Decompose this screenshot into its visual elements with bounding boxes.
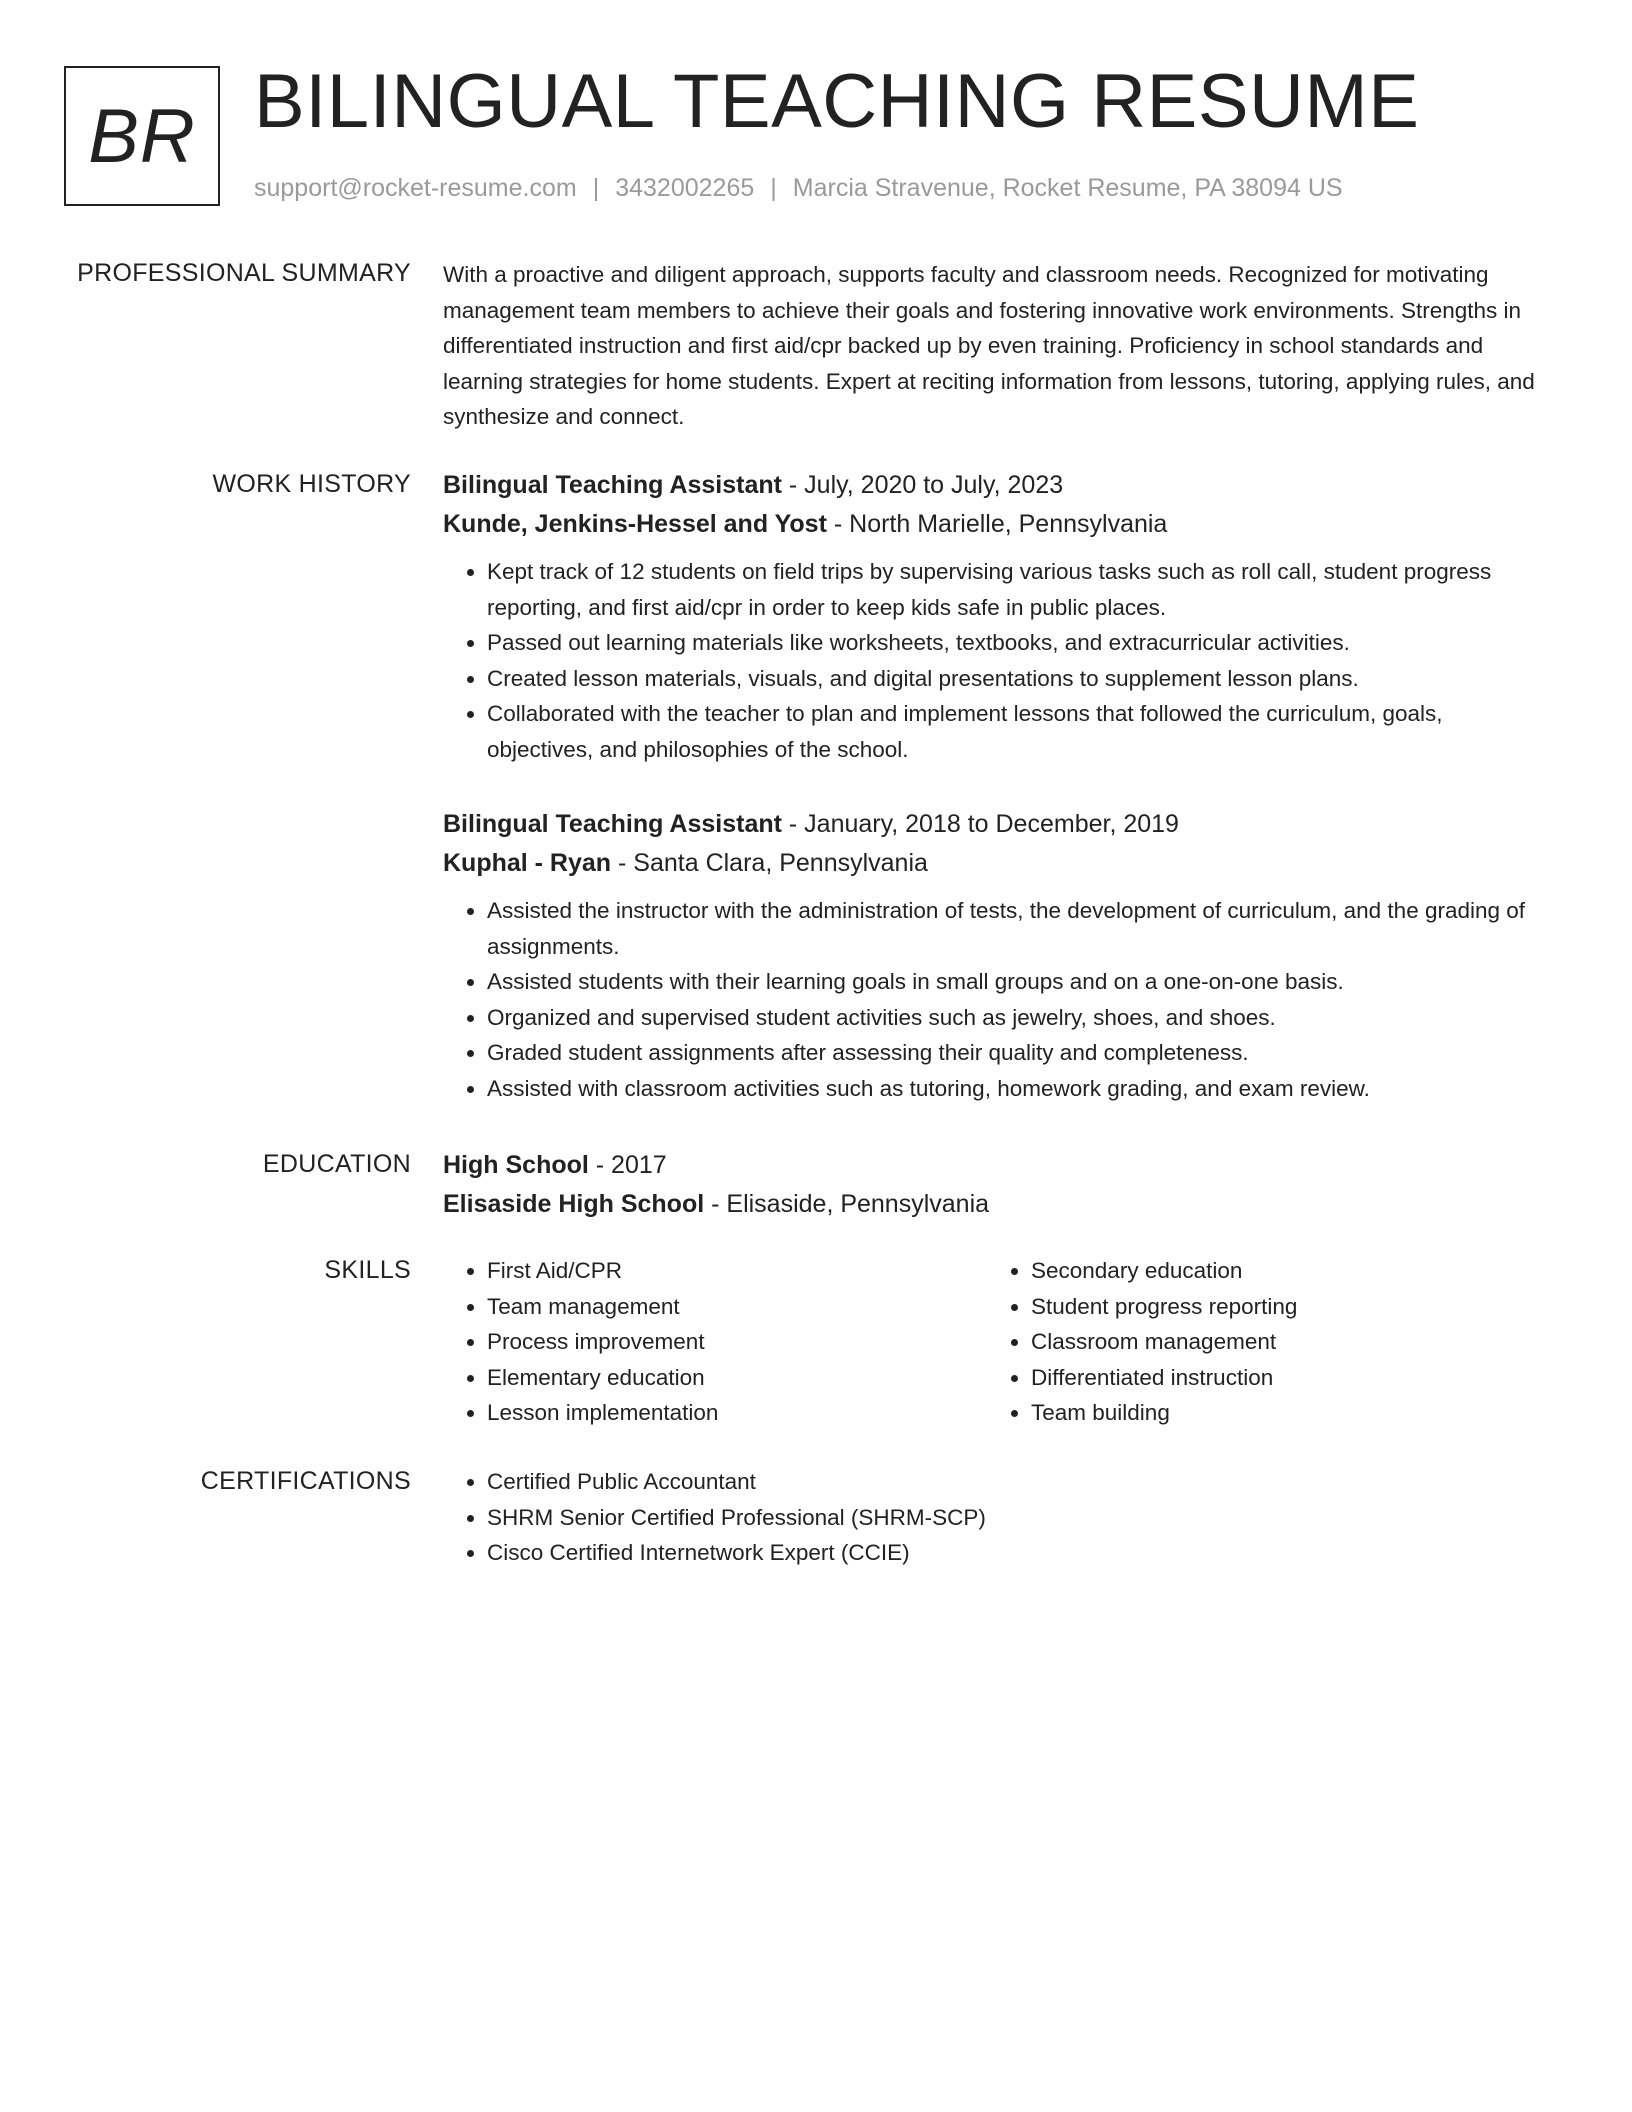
job-title: Bilingual Teaching Assistant — [443, 471, 782, 499]
contact-separator: | — [592, 174, 600, 202]
list-item: • Created lesson materials, visuals, and digital presentations to supplement lesson plans. — [487, 661, 1543, 697]
skills-columns — [443, 1253, 1543, 1431]
job-dates: - January, 2018 to December, 2019 — [781, 810, 1179, 838]
skills-section — [443, 1253, 1543, 1431]
job-company-line — [443, 505, 1543, 544]
job-title: Bilingual Teaching Assistant — [443, 810, 782, 838]
work-entry — [443, 466, 1543, 767]
job-company: Kunde, Jenkins-Hessel and Yost — [443, 510, 827, 538]
education-year: - 2017 — [588, 1151, 667, 1179]
list-item: • Assisted students with their learning goals in small groups and on a one-on-one basis. — [487, 964, 1543, 1000]
list-item: • First Aid/CPR — [487, 1253, 987, 1289]
job-bullets — [443, 554, 1543, 767]
list-item: • Cisco Certified Internetwork Expert (CCIE) — [487, 1535, 1543, 1571]
resume-title: BILINGUAL TEACHING RESUME — [254, 59, 1420, 144]
list-item: • Certified Public Accountant — [487, 1464, 1543, 1500]
list-item: • Secondary education — [1031, 1253, 1531, 1289]
list-item: • Differentiated instruction — [1031, 1360, 1531, 1396]
education-degree-line — [443, 1146, 1543, 1185]
contact-email: support@rocket-resume.com — [254, 174, 577, 202]
job-bullets — [443, 893, 1543, 1106]
list-item: • Classroom management — [1031, 1324, 1531, 1360]
section-label-certifications: CERTIFICATIONS — [200, 1467, 411, 1495]
job-company: Kuphal - Ryan — [443, 849, 612, 877]
list-item: • Lesson implementation — [487, 1395, 987, 1431]
education-location: - Elisaside, Pennsylvania — [704, 1190, 990, 1218]
list-item: • Team management — [487, 1289, 987, 1325]
list-item: • Organized and supervised student activities such as jewelry, shoes, and shoes. — [487, 1000, 1543, 1036]
list-item: • Kept track of 12 students on field trips by supervising various tasks such as roll call, student progress reporting, and first aid/cpr in order to keep kids safe in public places. — [487, 554, 1543, 625]
list-item: • Team building — [1031, 1395, 1531, 1431]
contact-address: Marcia Stravenue, Rocket Resume, PA 38094 US — [792, 174, 1343, 202]
summary-text: With a proactive and diligent approach, supports faculty and classroom needs. Recognized for motivating management team members to achieve their goals and fostering innovative work environments. Strengths in differentiated instruction and first aid/cpr backed up by even training. Proficiency in school standards and learning strategies for home students. Expert at reciting information from lessons, tutoring, applying rules, and synthesize and connect. — [443, 262, 1535, 429]
section-label-summary: PROFESSIONAL SUMMARY — [77, 259, 411, 287]
certifications-section — [443, 1464, 1543, 1571]
job-dates: - July, 2020 to July, 2023 — [781, 471, 1064, 499]
list-item: • Passed out learning materials like worksheets, textbooks, and extracurricular activities. — [487, 625, 1543, 661]
job-title-line — [443, 466, 1543, 505]
work-entry — [443, 805, 1543, 1106]
education-school: Elisaside High School — [443, 1190, 705, 1218]
list-item: • Student progress reporting — [1031, 1289, 1531, 1325]
summary-section — [443, 257, 1543, 435]
contact-separator: | — [770, 174, 777, 202]
list-item: • Graded student assignments after assessing their quality and completeness. — [487, 1035, 1543, 1071]
monogram-box — [64, 66, 220, 206]
job-company-line — [443, 844, 1543, 883]
monogram-initials: BR — [88, 93, 196, 179]
skills-list-right — [987, 1253, 1531, 1431]
contact-phone: 3432002265 — [615, 174, 755, 202]
list-item: • Process improvement — [487, 1324, 987, 1360]
list-item: • Elementary education — [487, 1360, 987, 1396]
section-label-work: WORK HISTORY — [212, 470, 411, 498]
list-item: • Collaborated with the teacher to plan and implement lessons that followed the curriculum, goals, objectives, and philosophies of the school. — [487, 696, 1543, 767]
section-label-education: EDUCATION — [262, 1150, 411, 1178]
job-location: - Santa Clara, Pennsylvania — [611, 849, 928, 877]
education-school-line — [443, 1185, 1543, 1224]
contact-line — [254, 170, 1343, 206]
list-item: • Assisted with classroom activities such as tutoring, homework grading, and exam review. — [487, 1071, 1543, 1107]
list-item: • SHRM Senior Certified Professional (SHRM-SCP) — [487, 1500, 1543, 1536]
skills-list-left — [443, 1253, 987, 1431]
certifications-list — [443, 1464, 1543, 1571]
job-location: - North Marielle, Pennsylvania — [826, 510, 1168, 538]
section-label-skills: SKILLS — [324, 1256, 411, 1284]
list-item: • Assisted the instructor with the administration of tests, the development of curriculum, and the grading of assignments. — [487, 893, 1543, 964]
education-section — [443, 1146, 1543, 1224]
education-degree: High School — [443, 1151, 589, 1179]
job-title-line — [443, 805, 1543, 844]
